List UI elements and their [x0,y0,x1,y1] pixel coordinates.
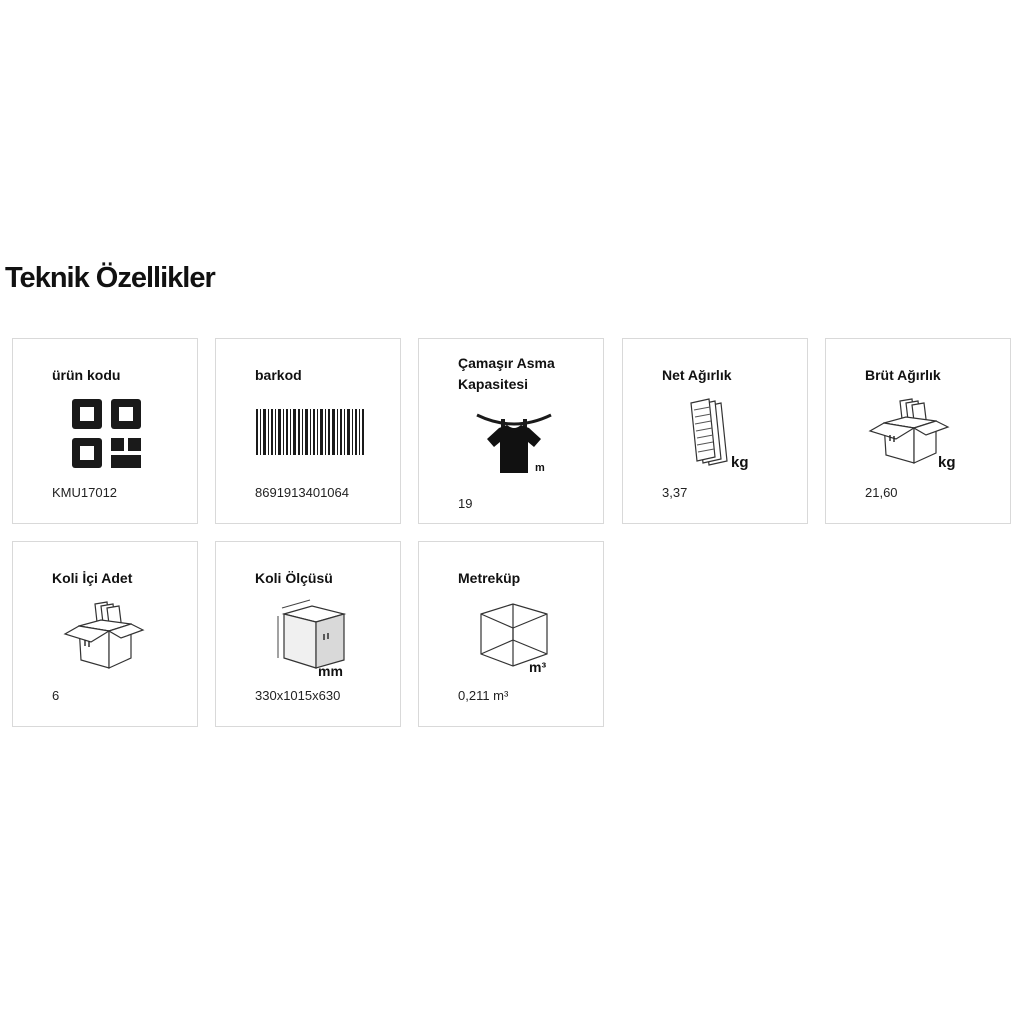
spec-card-laundry-capacity [418,338,604,524]
spec-label: Çamaşır Asma Kapasitesi [458,355,555,392]
cube-volume-icon [459,598,569,676]
spec-label: Brüt Ağırlık [865,367,941,383]
spec-value: 0,211 m³ [458,688,509,703]
qr-code-icon [53,395,163,473]
unit-label: m³ [529,659,547,675]
spec-value: 8691913401064 [255,485,349,500]
spec-value: 330x1015x630 [255,688,341,703]
spec-value: 3,37 [662,485,688,500]
net-weight-icon [663,395,773,473]
spec-label: Net Ağırlık [662,367,732,383]
spec-label: ürün kodu [52,367,121,383]
box-quantity-icon [53,598,163,676]
section-title: Teknik Özellikler [5,262,215,294]
tshirt-hanger-icon [459,395,569,473]
spec-value: 6 [52,688,60,703]
unit-label: m [535,462,545,473]
gross-weight-box-icon [866,395,976,473]
box-dimensions-icon [256,598,366,676]
spec-value: KMU17012 [52,485,118,500]
spec-value: 19 [458,496,473,511]
spec-label: barkod [255,367,302,383]
unit-label: kg [938,454,956,471]
barcode-icon [256,395,366,473]
spec-label: Koli Ölçüsü [255,570,333,586]
spec-card-volume [418,541,604,727]
unit-label: kg [731,454,749,471]
unit-label: mm [318,663,343,676]
spec-card-gross-weight [825,338,1011,524]
spec-card-product-code [12,338,198,524]
spec-card-barcode [215,338,401,524]
spec-card-net-weight [622,338,808,524]
spec-value: 21,60 [865,485,898,500]
spec-card-box-quantity [12,541,198,727]
spec-label: Koli İçi Adet [52,570,133,586]
spec-label: Metreküp [458,570,521,586]
spec-card-box-dimensions [215,541,401,727]
